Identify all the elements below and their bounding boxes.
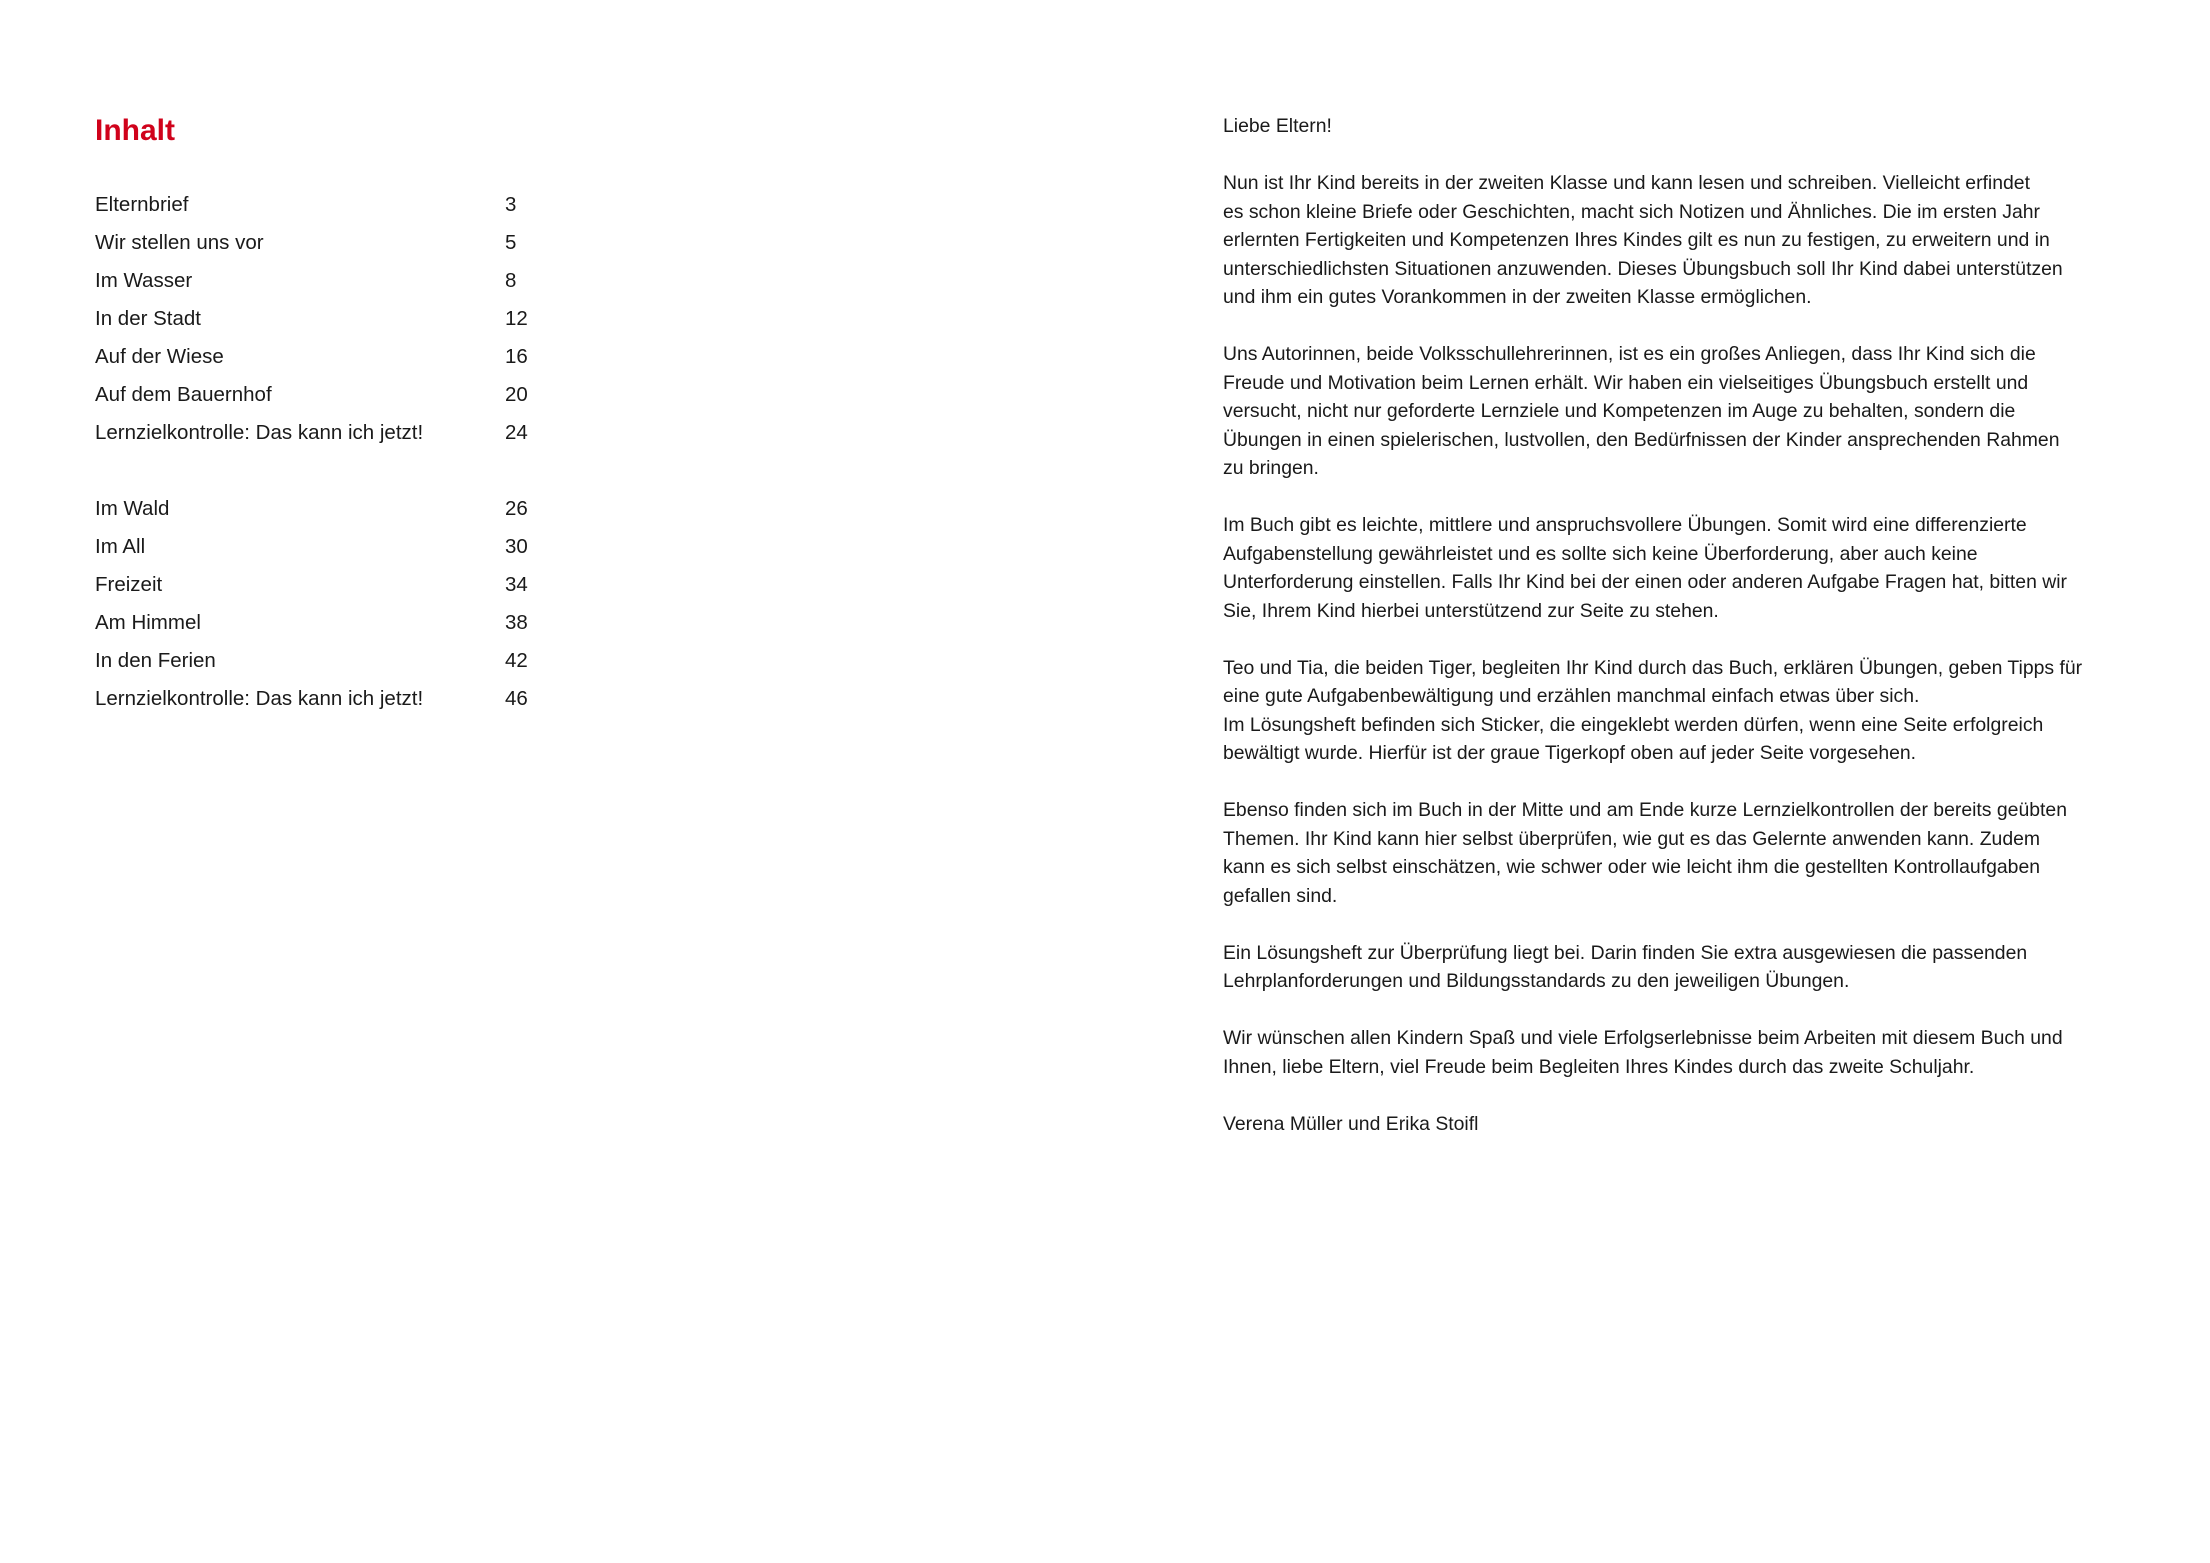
toc-entry-page: 3 xyxy=(505,193,517,216)
letter-line: kann es sich selbst einschätzen, wie schwer oder wie leicht ihm die gestellten Kontrollaufgaben xyxy=(1223,856,2041,878)
toc-entry-label: Am Himmel xyxy=(95,611,201,634)
letter-line: Teo und Tia, die beiden Tiger, begleiten Ihr Kind durch das Buch, erklären Übungen, geben Tipps für xyxy=(1223,656,2083,679)
toc-section-2 xyxy=(95,490,555,718)
toc-entry-label: Lernzielkontrolle: Das kann ich jetzt! xyxy=(95,687,424,710)
letter-line: Übungen in einen spielerischen, lustvollen, den Bedürfnissen der Kinder ansprechenden Rahmen xyxy=(1223,428,2060,451)
toc-entry-page: 20 xyxy=(505,383,528,406)
toc-entry xyxy=(95,490,555,528)
toc-entry-label: Elternbrief xyxy=(95,193,189,216)
toc-entry xyxy=(95,642,555,680)
toc-entry-page: 26 xyxy=(505,497,528,520)
toc-entry xyxy=(95,338,555,376)
toc-entry xyxy=(95,680,555,718)
toc-entry xyxy=(95,300,555,338)
letter-line: unterschiedlichsten Situationen anzuwenden. Dieses Übungsbuch soll Ihr Kind dabei unterstützen xyxy=(1223,257,2063,280)
toc-entry-label: Freizeit xyxy=(95,573,163,596)
letter-line: und ihm ein gutes Vorankommen in der zweiten Klasse ermöglichen. xyxy=(1223,286,1812,308)
toc-entry-page: 24 xyxy=(505,421,528,444)
letter-line: bewältigt wurde. Hierfür ist der graue Tigerkopf oben auf jeder Seite vorgesehen. xyxy=(1223,742,1917,764)
letter-paragraph xyxy=(1223,169,2123,312)
toc-entry-page: 5 xyxy=(505,231,517,254)
letter-body xyxy=(1223,169,2123,1081)
letter-line: Ein Lösungsheft zur Überprüfung liegt bei. Darin finden Sie extra ausgewiesen die passenden xyxy=(1223,941,2028,964)
letter-line: eine gute Aufgabenbewältigung und erzählen manchmal einfach etwas über sich. xyxy=(1223,685,1920,707)
letter-line: Unterforderung einstellen. Falls Ihr Kind bei der einen oder anderen Aufgabe Fragen hat, bitten wir xyxy=(1223,571,2068,593)
letter-line: Aufgabenstellung gewährleistet und es sollte sich keine Überforderung, aber auch keine xyxy=(1223,542,1978,565)
letter-paragraph xyxy=(1223,511,2123,625)
right-page xyxy=(1105,0,2210,1563)
toc-entry-label: Wir stellen uns vor xyxy=(95,231,264,254)
letter-greeting: Liebe Eltern! xyxy=(1223,115,1332,137)
letter-line: Ihnen, liebe Eltern, viel Freude beim Begleiten Ihres Kindes durch das zweite Schuljahr. xyxy=(1223,1055,1975,1078)
letter-line: Freude und Motivation beim Lernen erhält. Wir haben ein vielseitiges Übungsbuch erstellt und xyxy=(1223,371,2029,394)
toc-entry-page: 12 xyxy=(505,307,528,330)
toc-entry-page: 8 xyxy=(505,269,517,292)
toc-entry-label: Lernzielkontrolle: Das kann ich jetzt! xyxy=(95,421,424,444)
toc-entry-label: Auf dem Bauernhof xyxy=(95,383,272,406)
letter-line: Ebenso finden sich im Buch in der Mitte und am Ende kurze Lernzielkontrollen der bereits geübten xyxy=(1223,799,2067,821)
letter-line: es schon kleine Briefe oder Geschichten, macht sich Notizen und Ähnliches. Die im ersten Jahr xyxy=(1223,200,2040,223)
letter-line: Uns Autorinnen, beide Volksschullehrerinnen, ist es ein großes Anliegen, dass Ihr Kind sich die xyxy=(1223,343,2036,365)
toc-entry-label: Auf der Wiese xyxy=(95,345,224,368)
toc-entry-page: 16 xyxy=(505,345,528,368)
letter-line: Lehrplanforderungen und Bildungsstandards zu den jeweiligen Übungen. xyxy=(1223,970,1850,992)
toc-entry-page: 34 xyxy=(505,573,528,596)
toc-entry-page: 46 xyxy=(505,687,528,710)
toc-entry xyxy=(95,604,555,642)
letter-line: Im Buch gibt es leichte, mittlere und anspruchsvollere Übungen. Somit wird eine differenzierte xyxy=(1223,514,2027,536)
toc-entry-page: 30 xyxy=(505,535,528,558)
letter-line: versucht, nicht nur geforderte Lernziele und Kompetenzen im Auge zu behalten, sondern die xyxy=(1223,400,2016,422)
letter-paragraph xyxy=(1223,1024,2123,1081)
toc-entry-label: Im Wasser xyxy=(95,269,193,292)
toc-entry xyxy=(95,186,555,224)
letter-line: zu bringen. xyxy=(1223,457,1319,479)
letter-line: erlernten Fertigkeiten und Kompetenzen Ihres Kindes gilt es nun zu festigen, zu erweitern und in xyxy=(1223,229,2050,251)
toc-entry xyxy=(95,414,555,452)
toc-entry-label: In den Ferien xyxy=(95,649,216,672)
toc-entry-page: 42 xyxy=(505,649,528,672)
toc-entry xyxy=(95,528,555,566)
toc-entry-label: In der Stadt xyxy=(95,307,201,330)
letter-paragraph xyxy=(1223,654,2123,768)
toc-entry xyxy=(95,224,555,262)
toc-title: Inhalt xyxy=(95,114,175,147)
letter-line: Wir wünschen allen Kindern Spaß und viele Erfolgserlebnisse beim Arbeiten mit diesem Buch und xyxy=(1223,1027,2063,1049)
letter-paragraph xyxy=(1223,340,2123,483)
toc-entry-label: Im Wald xyxy=(95,497,170,520)
toc-entry xyxy=(95,376,555,414)
toc-section-1 xyxy=(95,186,555,452)
toc-entry-page: 38 xyxy=(505,611,528,634)
letter-paragraph xyxy=(1223,939,2123,996)
toc-entry xyxy=(95,566,555,604)
letter-line: Im Lösungsheft befinden sich Sticker, die eingeklebt werden dürfen, wenn eine Seite erfolgreich xyxy=(1223,713,2044,736)
letter-line: Nun ist Ihr Kind bereits in der zweiten Klasse und kann lesen und schreiben. Vielleicht erfindet xyxy=(1223,172,2030,194)
letter-line: Themen. Ihr Kind kann hier selbst überprüfen, wie gut es das Gelernte anwenden kann. Zudem xyxy=(1223,827,2041,850)
toc-entry xyxy=(95,262,555,300)
letter-signature: Verena Müller und Erika Stoifl xyxy=(1223,1112,1479,1135)
parent-letter xyxy=(1223,112,2123,1167)
toc-entry-label: Im All xyxy=(95,535,146,558)
letter-paragraph xyxy=(1223,796,2123,910)
letter-line: Sie, Ihrem Kind hierbei unterstützend zur Seite zu stehen. xyxy=(1223,599,1719,622)
letter-line: gefallen sind. xyxy=(1223,884,1338,907)
